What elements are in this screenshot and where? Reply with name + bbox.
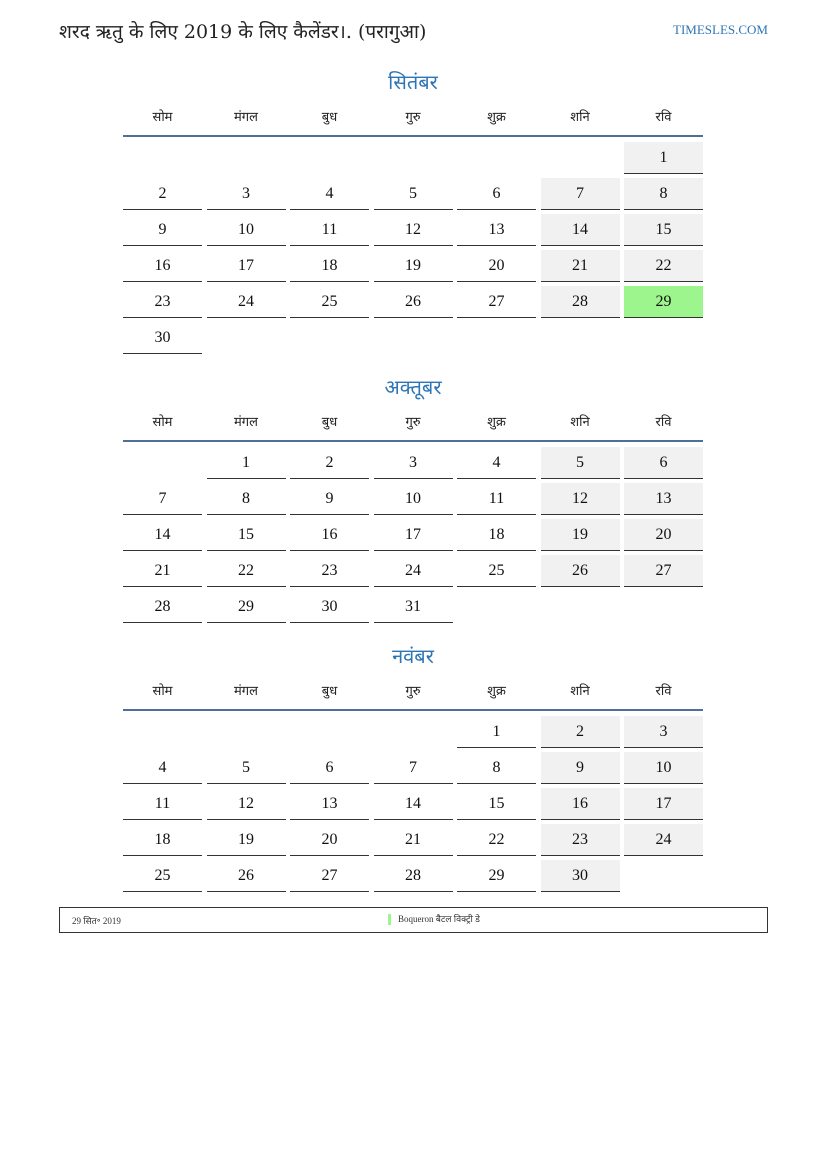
day-cell[interactable]: 6	[457, 178, 536, 210]
weekday-label: गुरु	[405, 110, 421, 125]
day-cell[interactable]: 27	[457, 286, 536, 318]
day-cell[interactable]: 30	[290, 591, 369, 623]
weekday-label: शुक्र	[487, 415, 506, 430]
day-cell[interactable]: 12	[207, 788, 286, 820]
day-cell[interactable]: 19	[541, 519, 620, 551]
month-title: सितंबर	[388, 70, 438, 94]
day-grid	[123, 447, 703, 623]
day-cell[interactable]: 3	[374, 447, 453, 479]
day-cell[interactable]: 15	[457, 788, 536, 820]
day-cell[interactable]: 29	[624, 286, 703, 318]
day-cell[interactable]: 22	[457, 824, 536, 856]
day-cell[interactable]: 10	[207, 214, 286, 246]
day-cell[interactable]: 12	[541, 483, 620, 515]
day-cell[interactable]: 29	[207, 591, 286, 623]
day-cell[interactable]: 31	[374, 591, 453, 623]
day-cell[interactable]: 15	[207, 519, 286, 551]
day-cell[interactable]: 2	[541, 716, 620, 748]
day-cell[interactable]: 5	[541, 447, 620, 479]
day-cell[interactable]: 8	[207, 483, 286, 515]
weekday-label: सोम	[152, 110, 173, 125]
weekday-label: बुध	[321, 110, 338, 125]
day-cell[interactable]: 2	[123, 178, 202, 210]
day-cell[interactable]: 28	[123, 591, 202, 623]
day-cell[interactable]: 14	[123, 519, 202, 551]
page-title: शरद ऋतु के लिए 2019 के लिए कैलेंडर।. (परागुआ)	[59, 21, 427, 43]
day-cell[interactable]: 13	[457, 214, 536, 246]
day-cell[interactable]: 18	[123, 824, 202, 856]
weekday-label: बुध	[321, 415, 338, 430]
month-october	[123, 372, 703, 623]
day-cell[interactable]: 11	[290, 214, 369, 246]
day-cell[interactable]: 10	[624, 752, 703, 784]
weekday-label: शनि	[570, 415, 590, 430]
day-cell[interactable]: 15	[624, 214, 703, 246]
day-cell[interactable]: 9	[290, 483, 369, 515]
day-grid	[123, 142, 703, 354]
day-cell[interactable]: 5	[207, 752, 286, 784]
empty-cell	[290, 142, 369, 174]
day-cell[interactable]: 14	[374, 788, 453, 820]
day-cell[interactable]: 24	[207, 286, 286, 318]
day-cell[interactable]: 8	[457, 752, 536, 784]
empty-cell	[207, 142, 286, 174]
day-cell[interactable]: 13	[290, 788, 369, 820]
day-cell[interactable]: 20	[457, 250, 536, 282]
month-title: नवंबर	[392, 644, 434, 668]
day-cell[interactable]: 17	[624, 788, 703, 820]
day-cell[interactable]: 25	[123, 860, 202, 892]
day-cell[interactable]: 7	[374, 752, 453, 784]
empty-cell	[374, 142, 453, 174]
weekday-label: सोम	[152, 415, 173, 430]
day-cell[interactable]: 3	[624, 716, 703, 748]
weekday-label: बुध	[321, 684, 338, 699]
day-cell[interactable]: 18	[290, 250, 369, 282]
day-cell[interactable]: 8	[624, 178, 703, 210]
day-cell[interactable]: 12	[374, 214, 453, 246]
day-cell[interactable]: 9	[541, 752, 620, 784]
day-cell[interactable]: 13	[624, 483, 703, 515]
empty-cell	[207, 716, 286, 748]
empty-cell	[541, 142, 620, 174]
day-cell[interactable]: 6	[290, 752, 369, 784]
day-cell[interactable]: 2	[290, 447, 369, 479]
empty-cell	[123, 142, 202, 174]
day-cell[interactable]: 25	[457, 555, 536, 587]
day-cell[interactable]: 27	[624, 555, 703, 587]
day-cell[interactable]: 1	[207, 447, 286, 479]
day-cell[interactable]: 18	[457, 519, 536, 551]
weekday-header	[123, 412, 703, 442]
footer-box	[59, 907, 768, 933]
day-cell[interactable]: 14	[541, 214, 620, 246]
day-cell[interactable]: 11	[123, 788, 202, 820]
day-cell[interactable]: 26	[374, 286, 453, 318]
weekday-label: शुक्र	[487, 110, 506, 125]
day-cell[interactable]: 3	[207, 178, 286, 210]
weekday-header	[123, 681, 703, 711]
day-cell[interactable]: 16	[290, 519, 369, 551]
day-cell[interactable]: 17	[374, 519, 453, 551]
day-cell[interactable]: 26	[541, 555, 620, 587]
empty-cell	[374, 716, 453, 748]
day-cell[interactable]: 6	[624, 447, 703, 479]
day-cell[interactable]: 10	[374, 483, 453, 515]
weekday-label: मंगल	[234, 415, 258, 430]
day-cell[interactable]: 30	[123, 322, 202, 354]
day-cell[interactable]: 19	[374, 250, 453, 282]
day-cell[interactable]: 26	[207, 860, 286, 892]
day-grid	[123, 716, 703, 892]
site-link[interactable]: TIMESLES.COM	[673, 22, 768, 37]
day-cell[interactable]: 11	[457, 483, 536, 515]
day-cell[interactable]: 21	[374, 824, 453, 856]
footer-date: 29 सित॰ 2019	[72, 916, 121, 926]
day-cell[interactable]: 17	[207, 250, 286, 282]
day-cell[interactable]: 5	[374, 178, 453, 210]
day-cell[interactable]: 23	[290, 555, 369, 587]
weekday-header	[123, 107, 703, 137]
weekday-label: शनि	[570, 684, 590, 699]
weekday-label: रवि	[655, 415, 672, 430]
day-cell[interactable]: 7	[541, 178, 620, 210]
day-cell[interactable]: 16	[123, 250, 202, 282]
day-cell[interactable]: 22	[624, 250, 703, 282]
day-cell[interactable]: 29	[457, 860, 536, 892]
empty-cell	[290, 716, 369, 748]
weekday-label: मंगल	[234, 110, 258, 125]
day-cell[interactable]: 4	[290, 178, 369, 210]
day-cell[interactable]: 24	[374, 555, 453, 587]
day-cell[interactable]: 4	[457, 447, 536, 479]
weekday-label: गुरु	[405, 415, 421, 430]
day-cell[interactable]: 28	[374, 860, 453, 892]
day-cell[interactable]: 28	[541, 286, 620, 318]
day-cell[interactable]: 23	[541, 824, 620, 856]
day-cell[interactable]: 25	[290, 286, 369, 318]
day-cell[interactable]: 16	[541, 788, 620, 820]
weekday-label: रवि	[655, 110, 672, 125]
day-cell[interactable]: 1	[457, 716, 536, 748]
day-cell[interactable]: 20	[290, 824, 369, 856]
empty-cell	[123, 447, 202, 479]
day-cell[interactable]: 1	[624, 142, 703, 174]
weekday-label: सोम	[152, 684, 173, 699]
month-november	[123, 641, 703, 892]
empty-cell	[123, 716, 202, 748]
day-cell[interactable]: 24	[624, 824, 703, 856]
month-title: अक्तूबर	[384, 375, 442, 399]
day-cell[interactable]: 27	[290, 860, 369, 892]
day-cell[interactable]: 7	[123, 483, 202, 515]
weekday-label: शनि	[570, 110, 590, 125]
weekday-label: मंगल	[234, 684, 258, 699]
day-cell[interactable]: 30	[541, 860, 620, 892]
weekday-label: गुरु	[405, 684, 421, 699]
weekday-label: शुक्र	[487, 684, 506, 699]
day-cell[interactable]: 9	[123, 214, 202, 246]
weekday-label: रवि	[655, 684, 672, 699]
day-cell[interactable]: 21	[123, 555, 202, 587]
day-cell[interactable]: 23	[123, 286, 202, 318]
day-cell[interactable]: 4	[123, 752, 202, 784]
day-cell[interactable]: 19	[207, 824, 286, 856]
day-cell[interactable]: 20	[624, 519, 703, 551]
day-cell[interactable]: 21	[541, 250, 620, 282]
day-cell[interactable]: 22	[207, 555, 286, 587]
footer-event: Boqueron बैटल विक्ट्री डे	[388, 914, 480, 925]
empty-cell	[457, 142, 536, 174]
month-september	[123, 67, 703, 354]
